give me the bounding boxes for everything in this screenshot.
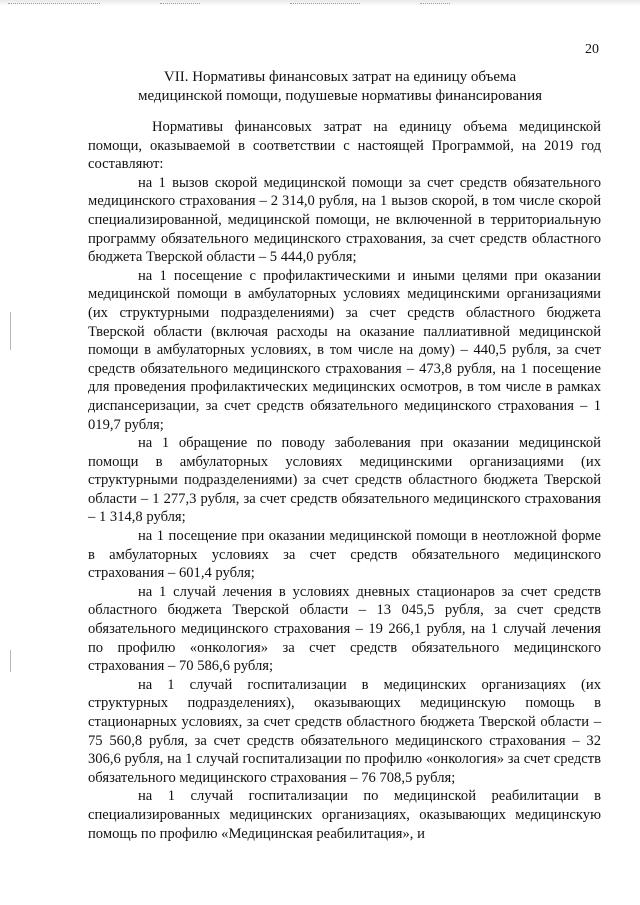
scan-artifact-line bbox=[10, 312, 11, 350]
section-title bbox=[60, 68, 620, 105]
paragraph: на 1 посещение с профилактическими и иными целями при оказании медицинской помощи в амбулаторных условиях медицинскими организациями (их структурными подразделениями) за счет средств областного бюджета Тверской области (включая расходы на оказание паллиативной медицинской помощи в амбулаторных условиях, в том числе на дому) – 440,5 рубля, за счет средств обязательного медицинского страхования – 473,8 рубля, на 1 посещение для проведения профилактических медицинских осмотров, в том числе в рамках диспансеризации, за счет средств обязательного медицинского страхования – 1 019,7 рубля; bbox=[88, 267, 601, 433]
scan-artifact-dots bbox=[8, 3, 100, 5]
section-title-line: VII. Нормативы финансовых затрат на единицу объема bbox=[163, 69, 517, 85]
page-number: 20 bbox=[585, 42, 599, 57]
paragraph: Нормативы финансовых затрат на единицу объема медицинской помощи, оказываемой в соответствии с настоящей Программой, на 2019 год составляют: bbox=[88, 119, 601, 173]
section-title-line: медицинской помощи, подушевые нормативы финансирования bbox=[137, 87, 543, 104]
paragraph: на 1 случай госпитализации в медицинских организациях (их структурных подразделениях), оказывающих медицинскую помощь в стационарных условиях, за счет средств областного бюджета Тверской области – 75 560,8 рубля, за счет средств обязательного медицинского страхования – 32 306,6 рубля, на 1 случай госпитализации по профилю «онкология» за счет средств обязательного медицинского страхования – 76 708,5 рубля; bbox=[88, 676, 601, 786]
paragraph: на 1 вызов скорой медицинской помощи за счет средств обязательного медицинского страхования – 2 314,0 рубля, на 1 вызов скорой, в том числе скорой специализированной, медицинской помощи, не включенной в территориальную программу обязательного медицинского страхования, за счет средств областного бюджета Тверской области – 5 444,0 рубля; bbox=[88, 174, 601, 266]
scan-artifact-dots bbox=[290, 3, 360, 5]
paragraph: на 1 посещение при оказании медицинской помощи в неотложной форме в амбулаторных условиях за счет средств обязательного медицинского страхования – 601,4 рубля; bbox=[88, 528, 601, 582]
paragraph: на 1 случай лечения в условиях дневных стационаров за счет средств областного бюджета Тверской области – 13 045,5 рубля, за счет средств обязательного медицинского страхования – 19 266,1 рубля, на 1 случай лечения по профилю «онкология» за счет средств обязательного медицинского страхования – 70 586,6 рубля; bbox=[88, 583, 601, 675]
body-text bbox=[88, 118, 601, 843]
scan-artifact-dots bbox=[420, 3, 450, 5]
paragraph: на 1 случай госпитализации по медицинской реабилитации в специализированных медицинских организациях, оказывающих медицинскую помощь по профилю «Медицинская реабилитация», и bbox=[88, 788, 601, 842]
paragraph: на 1 обращение по поводу заболевания при оказании медицинской помощи в амбулаторных условиях медицинскими организациями (их структурными подразделениями) за счет средств областного бюджета Тверской области – 1 277,3 рубля, за счет средств обязательного медицинского страхования – 1 314,8 рубля; bbox=[88, 435, 601, 526]
scan-artifact-dots bbox=[160, 3, 200, 5]
scan-artifact-line bbox=[10, 650, 11, 672]
